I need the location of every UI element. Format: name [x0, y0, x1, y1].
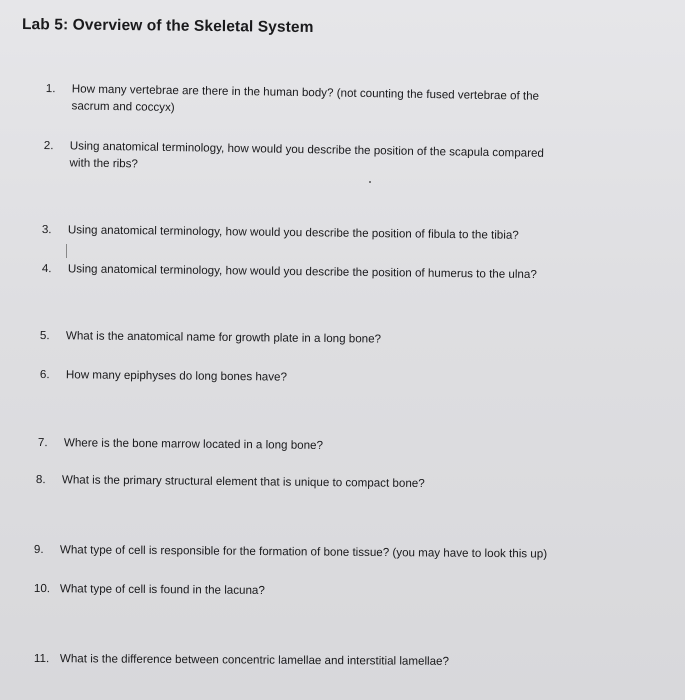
question-number: 9. [33, 542, 44, 557]
question-line: with the ribs? [69, 156, 139, 171]
question-text [66, 366, 287, 385]
question-number: 4. [41, 261, 52, 276]
stray-mark [66, 244, 67, 258]
question-line: How many vertebrae are there in the human body? (not counting the fused vertebrae of the [71, 82, 540, 103]
question-text [69, 137, 544, 178]
question-text [68, 221, 519, 244]
question-line: What is the primary structural element that is unique to compact bone? [61, 473, 425, 491]
question-text [71, 80, 539, 121]
question-text [64, 434, 323, 454]
question-number: 2. [43, 138, 54, 153]
stray-mark [369, 181, 371, 183]
question-text [66, 327, 381, 347]
question-number: 10. [33, 581, 51, 596]
question-number: 3. [41, 222, 52, 237]
question-line: Using anatomical terminology, how would you describe the position of humerus to the ulna? [67, 262, 537, 282]
question-line: sacrum and coccyx) [71, 99, 175, 115]
question-line: What type of cell is responsible for the formation of bone tissue? (you may have to look this up) [59, 543, 548, 561]
question-text [62, 471, 425, 492]
question-line: How many epiphyses do long bones have? [65, 368, 288, 384]
question-line: Using anatomical terminology, how would you describe the position of the scapula compared [69, 139, 545, 160]
question-line: Where is the bone marrow located in a long bone? [63, 436, 324, 452]
question-line: Using anatomical terminology, how would you describe the position of fibula to the tibia? [67, 223, 519, 242]
question-number: 5. [39, 328, 50, 343]
question-number: 11. [33, 651, 50, 666]
question-number: 7. [37, 435, 48, 450]
question-number: 8. [35, 472, 46, 487]
question-text [60, 541, 547, 562]
question-number: 6. [39, 367, 50, 382]
question-text [60, 580, 265, 599]
question-line: What is the anatomical name for growth plate in a long bone? [65, 329, 382, 346]
question-line: What is the difference between concentric lamellae and interstitial lamellae? [59, 652, 450, 668]
question-number: 1. [45, 81, 56, 96]
question-line: What type of cell is found in the lacuna? [59, 582, 265, 598]
question-text [60, 650, 449, 670]
question-text [68, 260, 537, 283]
page-title: Lab 5: Overview of the Skeletal System [21, 16, 314, 37]
